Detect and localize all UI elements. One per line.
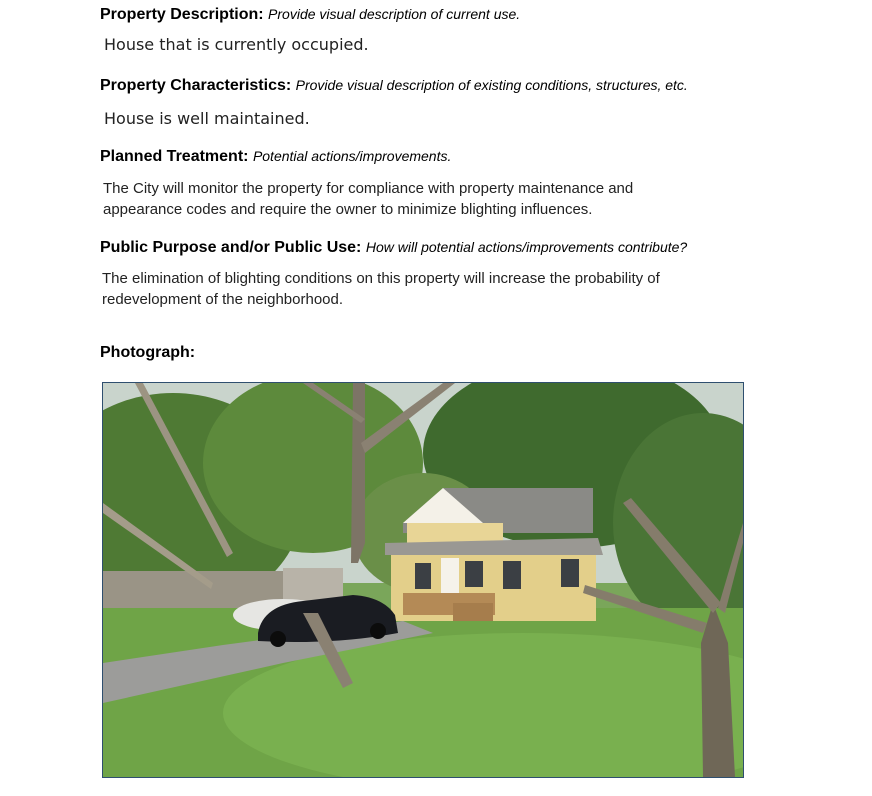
heading-hint: Provide visual description of existing conditions, structures, etc. xyxy=(295,77,688,93)
house-photo-illustration xyxy=(103,383,743,777)
property-description-text: House that is currently occupied. xyxy=(104,35,369,54)
property-photograph xyxy=(102,382,744,778)
heading-label: Property Description: xyxy=(100,6,264,23)
heading-label: Property Characteristics: xyxy=(100,77,292,94)
heading-label: Photograph: xyxy=(100,344,196,361)
heading-hint: Provide visual description of current use. xyxy=(268,6,521,22)
section-heading-property-description xyxy=(100,6,520,24)
heading-label: Planned Treatment: xyxy=(100,148,249,165)
text-line: The City will monitor the property for compliance with property maintenance and xyxy=(103,180,634,197)
section-heading-public-purpose xyxy=(100,239,687,257)
section-heading-planned-treatment xyxy=(100,148,451,166)
heading-hint: How will potential actions/improvements contribute? xyxy=(365,239,688,255)
planned-treatment-text xyxy=(103,178,633,220)
property-characteristics-text: House is well maintained. xyxy=(104,109,310,128)
text-line: The elimination of blighting conditions on this property will increase the probability of xyxy=(102,270,660,287)
heading-label: Public Purpose and/or Public Use: xyxy=(100,239,362,256)
section-heading-property-characteristics xyxy=(100,77,688,95)
heading-hint: Potential actions/improvements. xyxy=(252,148,452,164)
text-line: redevelopment of the neighborhood. xyxy=(102,291,344,308)
public-purpose-text xyxy=(102,268,660,310)
text-line: appearance codes and require the owner to minimize blighting influences. xyxy=(103,201,593,218)
photograph-heading xyxy=(100,344,195,362)
